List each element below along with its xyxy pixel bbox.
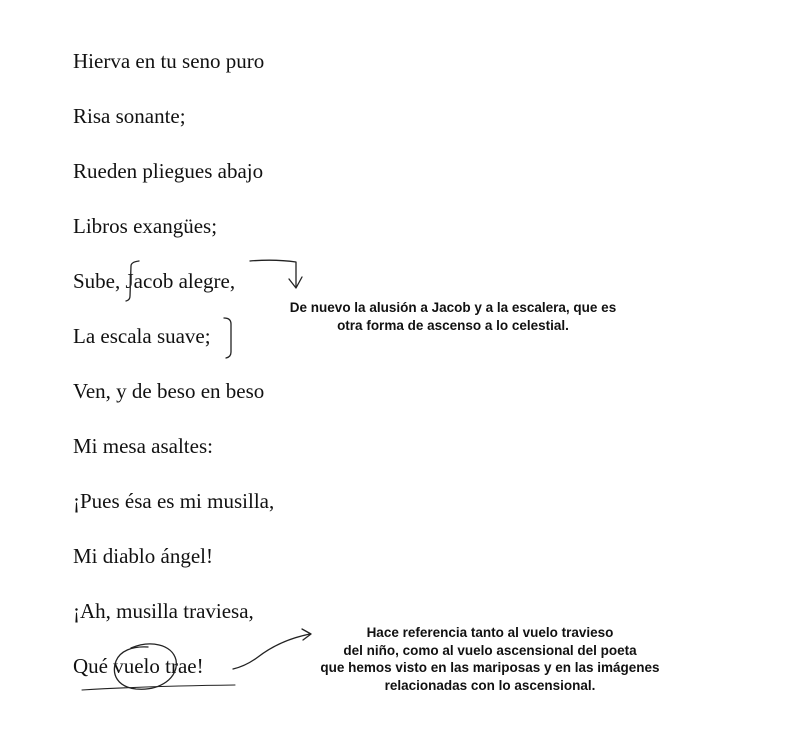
jacob-note-line-1: De nuevo la alusión a Jacob y a la escalera, que es: [289, 300, 617, 315]
vuelo-note-line-4: relacionadas con lo ascensional.: [384, 677, 596, 693]
vuelo-note-line-1: Hace referencia tanto al vuelo travieso: [366, 625, 614, 640]
suave-close-bracket: [224, 318, 231, 358]
verse-line-10: Mi diablo ángel!: [73, 544, 213, 568]
verse-line-4: Libros exangües;: [73, 214, 218, 238]
verse-line-3: Rueden pliegues abajo: [73, 159, 264, 183]
jacob-note-line-2: otra forma de ascenso a lo celestial.: [337, 317, 569, 333]
verse-line-1: Hierva en tu seno puro: [73, 49, 265, 73]
vuelo-note-line-2: del niño, como al vuelo ascensional del poeta: [343, 642, 637, 658]
verse-line-6: La escala suave;: [73, 324, 211, 348]
verse-line-5: Sube, Jacob alegre,: [73, 269, 236, 293]
vuelo-note-line-3: que hemos visto en las mariposas y en las imágenes: [320, 660, 660, 675]
jacob-hook-arrow: [250, 260, 296, 287]
verse-underline: [82, 685, 235, 690]
verse-line-8: Mi mesa asaltes:: [73, 434, 213, 458]
jacob-annotation-note: [262, 299, 644, 334]
verse-line-12: Qué vuelo trae!: [73, 654, 204, 678]
verse-line-11: ¡Ah, musilla traviesa,: [73, 599, 254, 623]
verse-line-7: Ven, y de beso en beso: [73, 379, 265, 403]
verse-line-9: ¡Pues ésa es mi musilla,: [73, 489, 275, 513]
verse-line-2: Risa sonante;: [73, 104, 186, 128]
vuelo-annotation-note: [290, 624, 690, 694]
jacob-arrow-head: [289, 277, 302, 288]
